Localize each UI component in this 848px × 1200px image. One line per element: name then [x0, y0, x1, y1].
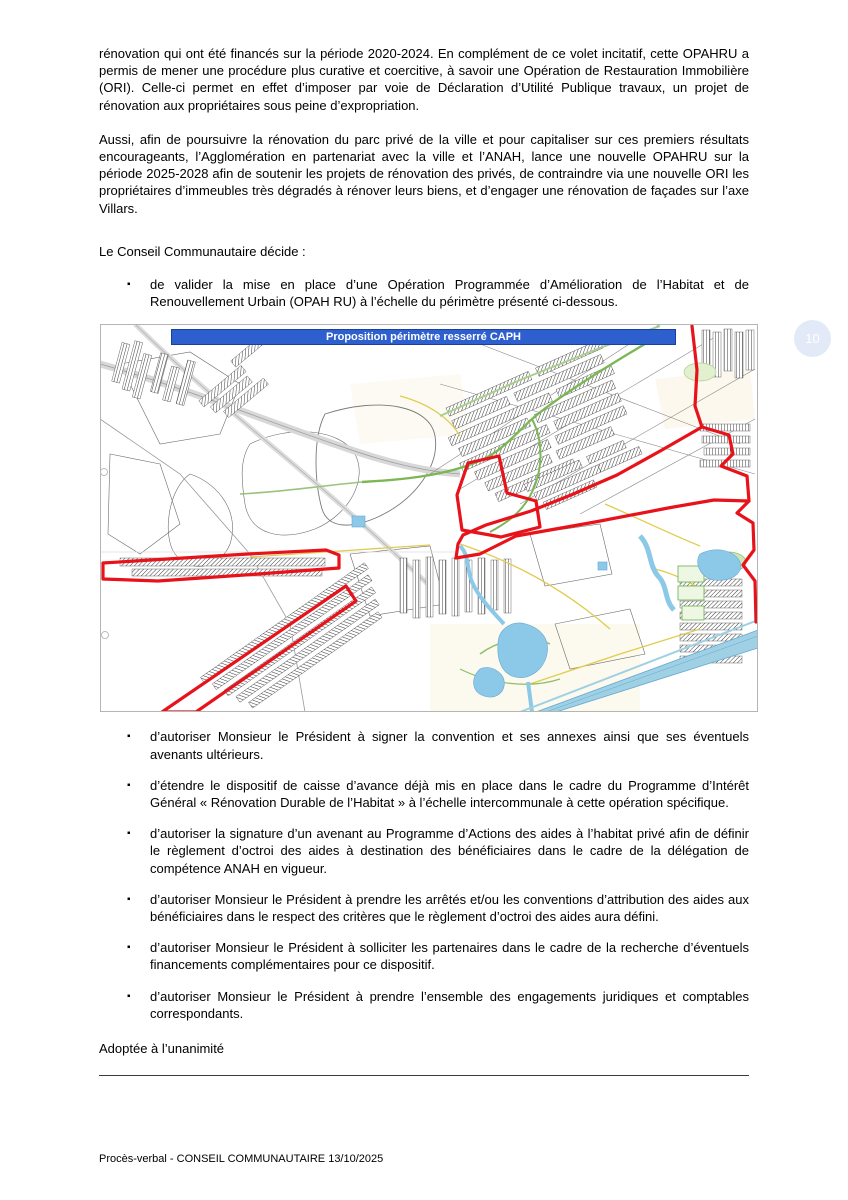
bullet-text: d’autoriser Monsieur le Président à signer la convention et ses annexes ainsi que ses éventuels avenants ultérieurs. — [150, 729, 749, 762]
bullet-text: d’autoriser Monsieur le Président à solliciter les partenaires dans le cadre de la recherche d’éventuels financements complémentaires pour ce dispositif. — [150, 940, 749, 973]
bullet-list-before-map — [99, 276, 749, 310]
bullet-marker: ▪ — [127, 731, 131, 743]
list-item — [99, 276, 749, 310]
list-item — [99, 988, 749, 1022]
bullet-marker: ▪ — [127, 279, 131, 291]
bullet-text: d’autoriser Monsieur le Président à prendre les arrêtés et/ou les conventions d’attribution des aides aux bénéficiaires dans le respect des critères que le règlement d’octroi des aides aura défini. — [150, 891, 749, 925]
bullet-marker: ▪ — [127, 990, 131, 1002]
paragraph-nouvelle-opahru: Aussi, afin de poursuivre la rénovation du parc privé de la ville et pour capitaliser sur ces premiers résultats encourageants, l’Agglomération en partenariat avec la ville et l’ANAH, lance une nouvelle OPAHRU sur la période 2025-2028 afin de soutenir les projets de rénovation des privés, de contraindre via une nouvelle ORI les propriétaires d’immeubles très dégradés à rénover leurs biens, et d’engager une rénovation de façades sur l’axe Villars. — [99, 131, 749, 216]
city-map-image — [100, 324, 758, 712]
bullet-marker: ▪ — [127, 893, 131, 905]
list-item — [99, 939, 749, 973]
map-title-banner: Proposition périmètre resserré CAPH — [171, 329, 676, 345]
decision-intro: Le Conseil Communautaire décide : — [99, 243, 306, 259]
bullet-text: d’autoriser Monsieur le Président à prendre l’ensemble des engagements juridiques et comptables correspondants. — [150, 988, 749, 1021]
bullet-text: d’autoriser la signature d’un avenant au Programme d’Actions des aides à l’habitat privé afin de définir le règlement d’octroi des aides à destination des bénéficiaires dans le cadre de la délégation de compétence ANAH en vigueur. — [150, 826, 749, 876]
bullet-list-after-map — [99, 728, 749, 1022]
list-item — [99, 825, 749, 877]
page-footer: Procès-verbal - CONSEIL COMMUNAUTAIRE 13/10/2025 — [99, 1153, 384, 1165]
list-item — [99, 728, 749, 762]
list-item — [99, 891, 749, 925]
document-content — [99, 45, 749, 1076]
bullet-marker: ▪ — [127, 942, 131, 954]
bullet-text: de valider la mise en place d’une Opération Programmée d’Amélioration de l’Habitat et de Renouvellement Urbain (OPAH RU) à l’échelle du périmètre présenté ci-dessous. — [150, 277, 749, 310]
bullet-marker: ▪ — [127, 779, 131, 791]
bullet-text: d’étendre le dispositif de caisse d’avance déjà mis en place dans le cadre du Programme d’Intérêt Général « Rénovation Durable de l’Habitat » à l’échelle intercommunale à cette opération spécifique. — [150, 777, 749, 811]
list-item — [99, 777, 749, 811]
adoption-statement: Adoptée à l’unanimité — [99, 1041, 225, 1057]
paragraph-renovation: rénovation qui ont été financés sur la période 2020-2024. En complément de ce volet incitatif, cette OPAHRU a permis de mener une procédure plus curative et coercitive, à savoir une Opération de Restauration Immobilière (ORI). Celle-ci permet en effet d’imposer par voie de Déclaration d’Utilité Publique travaux, un projet de rénovation aux propriétaires sous peine d’expropriation. — [99, 46, 749, 113]
perimeter-map-figure — [100, 324, 758, 712]
footer-divider — [99, 1075, 749, 1076]
page-indicator-bubble: 10 — [794, 320, 831, 357]
bullet-marker: ▪ — [127, 828, 131, 840]
